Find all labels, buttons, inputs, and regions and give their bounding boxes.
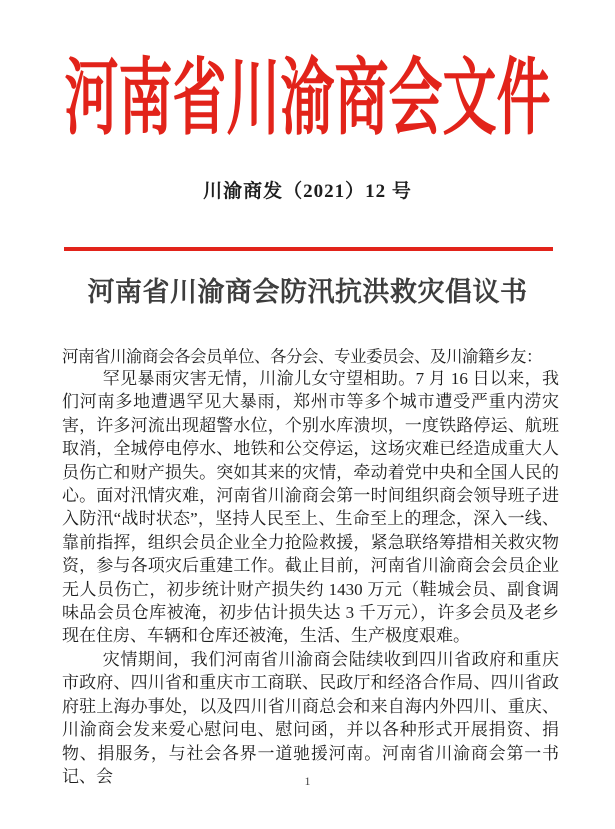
page-number: 1 xyxy=(304,774,311,788)
document-body xyxy=(62,367,559,788)
document-number: 川渝商发（2021）12 号 xyxy=(203,181,412,202)
letterhead-title: 河南省川渝商会文件 xyxy=(64,51,551,145)
document-title: 河南省川渝商会防汛抗洪救灾倡议书 xyxy=(87,277,528,307)
body-paragraph-1: 罕见暴雨灾害无情，川渝儿女守望相助。7 月 16 日以来，我们河南多地遭遇罕见大暴雨，郑州市等多个城市遭受严重内涝灾害，许多河流出现超警水位，个别水库溃坝，一度铁路停运、航班取消，全城停电停水、地铁和公交停运，这场灾难已经造成重大人员伤亡和财产损失。突如其来的灾情，牵动着党中央和全国人民的心。面对汛情灾难，河南省川渝商会第一时间组织商会领导班子进入防汛“战时状态”，坚持人民至上、生命至上的理念，深入一线、靠前指挥，组织会员企业全力抢险救援，紧急联络筹措相关救灾物资，参与各项灾后重建工作。截止目前，河南省川渝商会会员企业无人员伤亡，初步统计财产损失约 1430 万元（鞋城会员、副食调味品会员仓库被淹，初步估计损失达 3 千万元），许多会员及老乡现在住房、车辆和仓库还被淹，生活、生产极度艰难。 xyxy=(62,369,559,646)
salutation-line: 河南省川渝商会各会员单位、各分会、专业委员会、及川渝籍乡友： xyxy=(62,347,542,366)
body-paragraph-2: 灾情期间，我们河南省川渝商会陆续收到四川省政府和重庆市政府、四川省和重庆市工商联、民政厅和经洛合作局、四川省政府驻上海办事处，以及四川省川商总会和来自海内外四川、重庆、川渝商会发来爱心慰问电、慰问函，并以各种形式开展捐资、捐物、捐服务，与社会各界一道驰援河南。河南省川渝商会第一书记、会 xyxy=(62,649,559,786)
red-divider-line xyxy=(64,247,553,251)
